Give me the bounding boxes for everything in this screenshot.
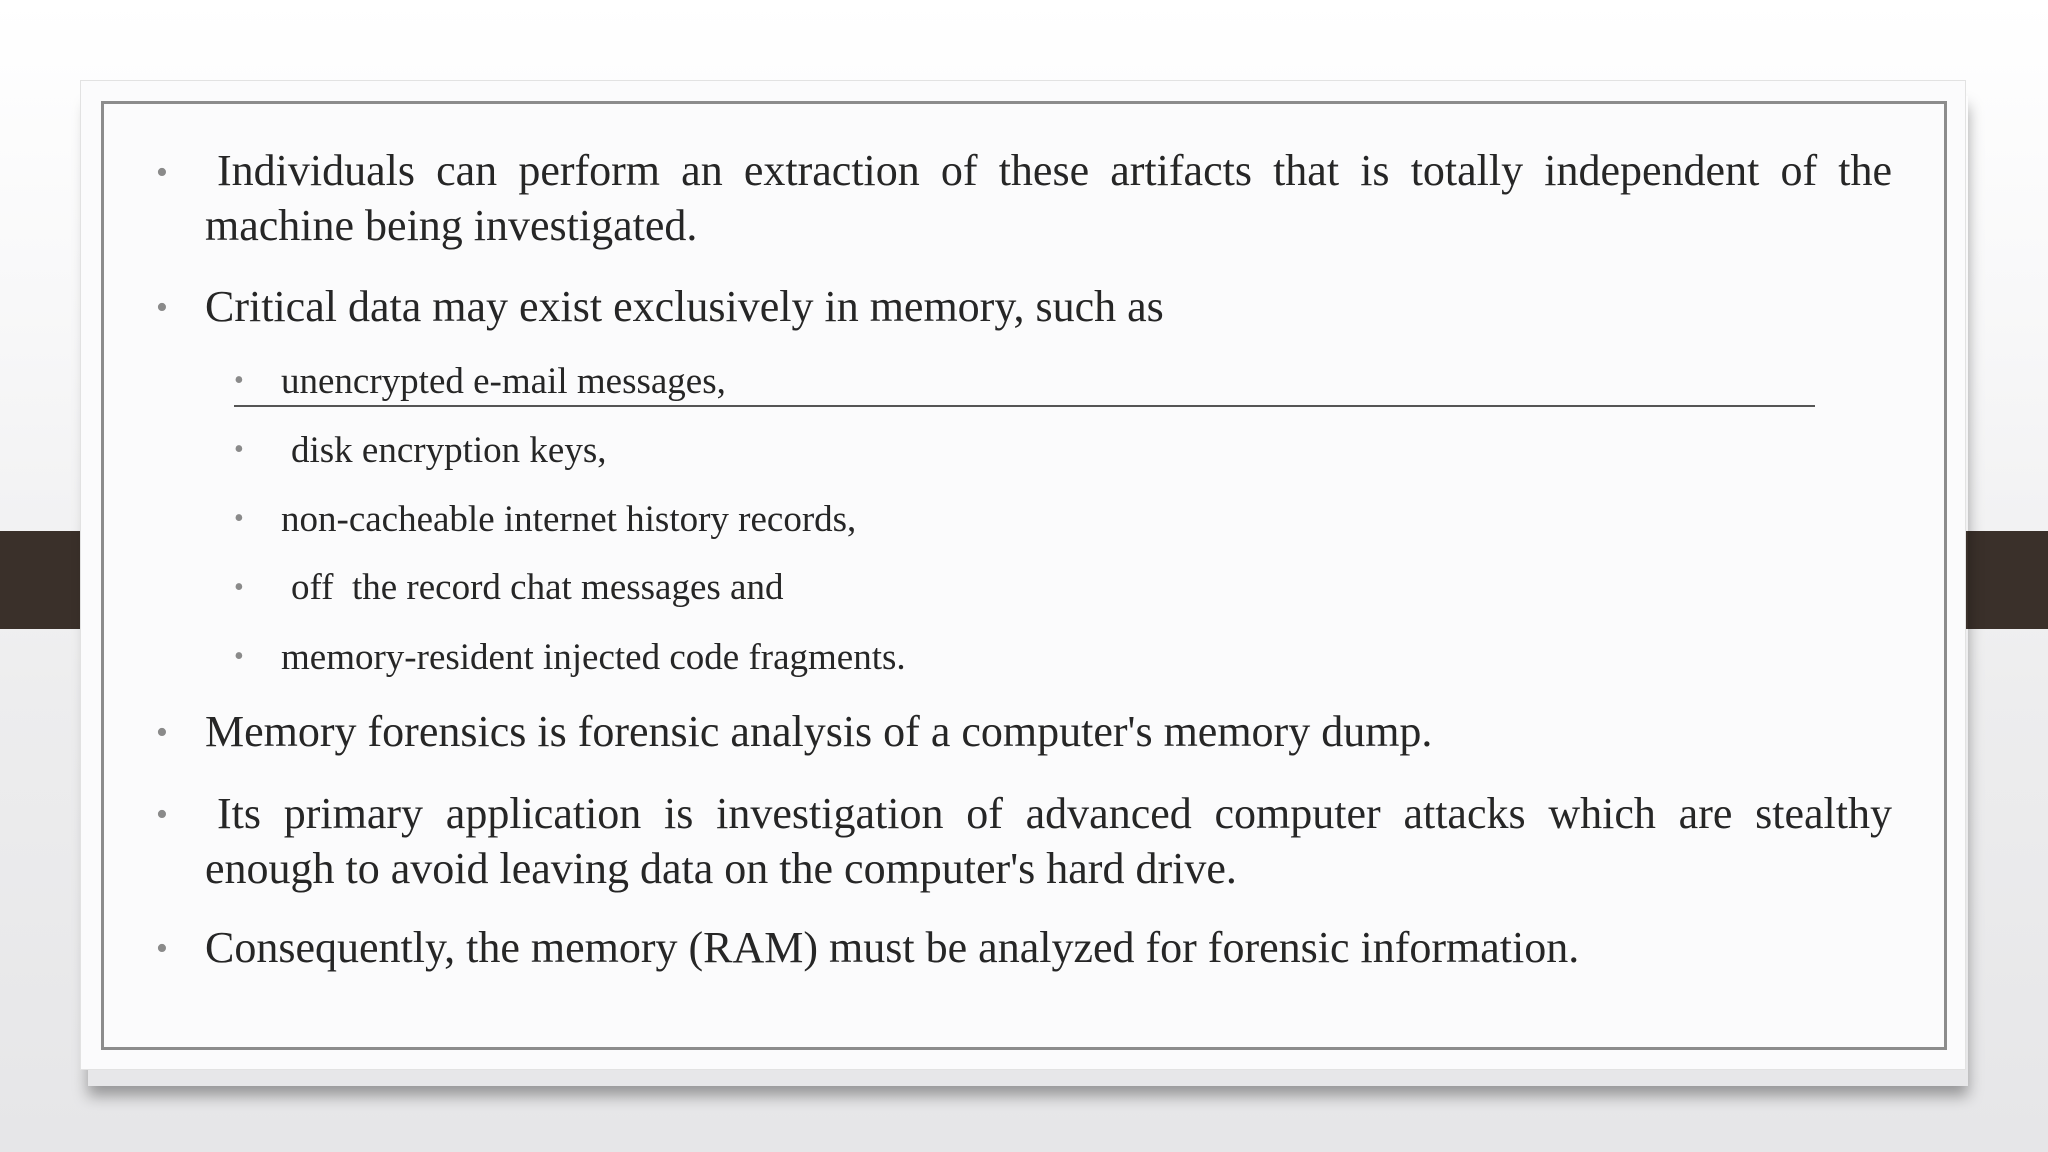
underline-rule	[234, 405, 1815, 407]
bullet-text-5: Consequently, the memory (RAM) must be analyzed for forensic information.	[205, 923, 1580, 972]
bullet-dot: •	[156, 714, 168, 751]
bullet-dot: •	[156, 154, 168, 191]
sub-bullet-dot: •	[234, 572, 244, 603]
sub-bullet-text-3: non-cacheable internet history records,	[281, 499, 857, 540]
bullet-text-2: Critical data may exist exclusively in memory, such as	[205, 282, 1164, 331]
sub-bullet-text-2: disk encryption keys,	[291, 430, 607, 471]
sub-bullet-text-4: off the record chat messages and	[291, 567, 784, 608]
sub-bullet-text-5: memory-resident injected code fragments.	[281, 637, 906, 678]
bullet-text-3: Memory forensics is forensic analysis of a computer's memory dump.	[205, 707, 1433, 756]
sub-bullet-dot: •	[234, 434, 244, 465]
sub-bullet-dot: •	[234, 365, 244, 396]
bullet-dot: •	[156, 289, 168, 326]
sub-bullet-text-1: unencrypted e-mail messages,	[281, 361, 726, 402]
bullet-dot: •	[156, 796, 168, 833]
sub-bullet-dot: •	[234, 641, 244, 672]
bullet-text-4: Its primary application is investigation of advanced computer attacks which are stealthy enough to avoid leaving data on the computer's hard drive.	[205, 789, 1892, 893]
sub-bullet-dot: •	[234, 503, 244, 534]
bullet-dot: •	[156, 930, 168, 967]
bullet-text-1: Individuals can perform an extraction of these artifacts that is totally independent of the machine being investigated.	[205, 146, 1892, 250]
